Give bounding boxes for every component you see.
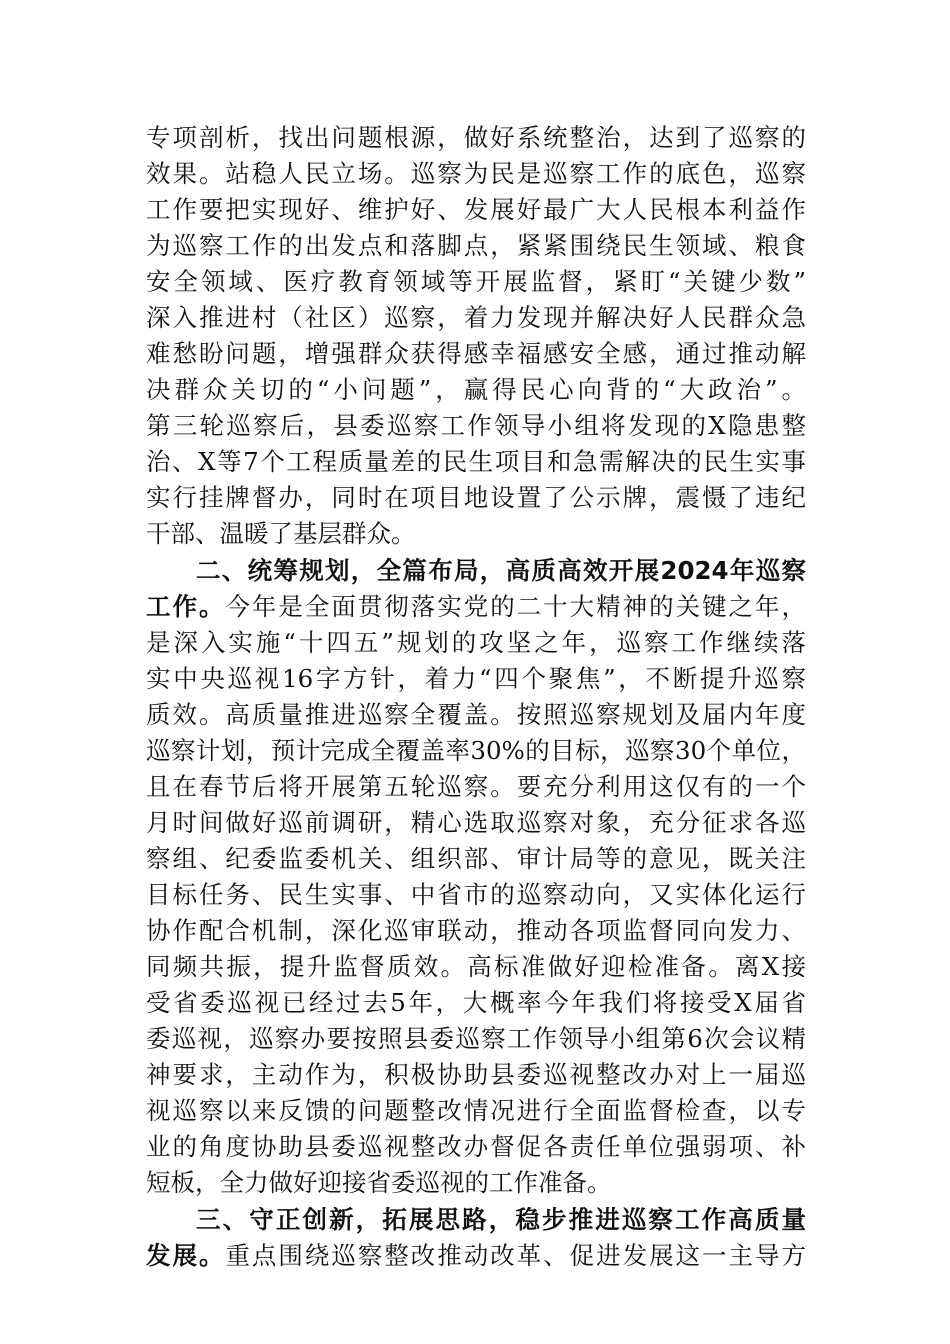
text-line: 安全领域、医疗教育领域等开展监督，紧盯“关键少数” [146, 267, 806, 296]
text-line: 目标任务、民生实事、中省市的巡察动向，又实体化运行 [146, 880, 806, 909]
text-line: 神要求，主动作为，积极协助县委巡视整改办对上一届巡 [146, 1060, 806, 1089]
text-line: 巡察计划，预计完成全覆盖率30%的目标，巡察30个单位， [146, 736, 806, 765]
text-line: 且在春节后将开展第五轮巡察。要充分利用这仅有的一个 [146, 772, 806, 801]
text-line: 是深入实施“十四五”规划的攻坚之年，巡察工作继续落 [146, 628, 806, 657]
text-line: 效果。站稳人民立场。巡察为民是巡察工作的底色，巡察 [146, 159, 806, 188]
text-line: 发展。重点围绕巡察整改推动改革、促进发展这一主导方 [146, 1241, 806, 1270]
text-line: 第三轮巡察后，县委巡察工作领导小组将发现的X隐患整 [146, 411, 806, 440]
text-line: 深入推进村（社区）巡察，着力发现并解决好人民群众急 [146, 303, 806, 332]
text-line: 治、X等7个工程质量差的民生项目和急需解决的民生实事 [146, 447, 806, 476]
text-line: 专项剖析，找出问题根源，做好系统整治，达到了巡察的 [146, 123, 806, 152]
section-heading-2: 二、统筹规划，全篇布局，高质高效开展2024年巡察 [196, 556, 806, 585]
text-line: 决群众关切的“小问题”，赢得民心向背的“大政治”。 [146, 375, 806, 404]
text-line: 协作配合机制，深化巡审联动，推动各项监督同向发力、 [146, 916, 806, 945]
text-line: 月时间做好巡前调研，精心选取巡察对象，充分征求各巡 [146, 808, 806, 837]
text-line: 难愁盼问题，增强群众获得感幸福感安全感，通过推动解 [146, 339, 806, 368]
text-line: 实中央巡视16字方针，着力“四个聚焦”，不断提升巡察 [146, 664, 806, 693]
section-heading-2-tail: 工作。 [146, 592, 226, 621]
section-heading-3-tail: 发展。 [146, 1241, 226, 1270]
text-line: 为巡察工作的出发点和落脚点，紧紧围绕民生领域、粮食 [146, 231, 806, 260]
text-line: 干部、温暖了基层群众。 [146, 519, 416, 548]
text-line: 短板，全力做好迎接省委巡视的工作准备。 [146, 1168, 612, 1197]
text-line: 视巡察以来反馈的问题整改情况进行全面监督检查，以专 [146, 1096, 806, 1125]
text-line: 工作。今年是全面贯彻落实党的二十大精神的关键之年， [146, 592, 806, 621]
text-line: 质效。高质量推进巡察全覆盖。按照巡察规划及届内年度 [146, 700, 806, 729]
text-line: 察组、纪委监委机关、组织部、审计局等的意见，既关注 [146, 844, 806, 873]
text-line: 受省委巡视已经过去5年，大概率今年我们将接受X届省 [146, 988, 806, 1017]
text-line: 业的角度协助县委巡视整改办督促各责任单位强弱项、补 [146, 1132, 806, 1161]
text-line: 委巡视，巡察办要按照县委巡察工作领导小组第6次会议精 [146, 1024, 806, 1053]
text-line: 实行挂牌督办，同时在项目地设置了公示牌，震慑了违纪 [146, 483, 806, 512]
text-line: 工作要把实现好、维护好、发展好最广大人民根本利益作 [146, 195, 806, 224]
section-heading-3: 三、守正创新，拓展思路，稳步推进巡察工作高质量 [196, 1205, 806, 1234]
text-line: 同频共振，提升监督质效。高标准做好迎检准备。离X接 [146, 952, 806, 981]
